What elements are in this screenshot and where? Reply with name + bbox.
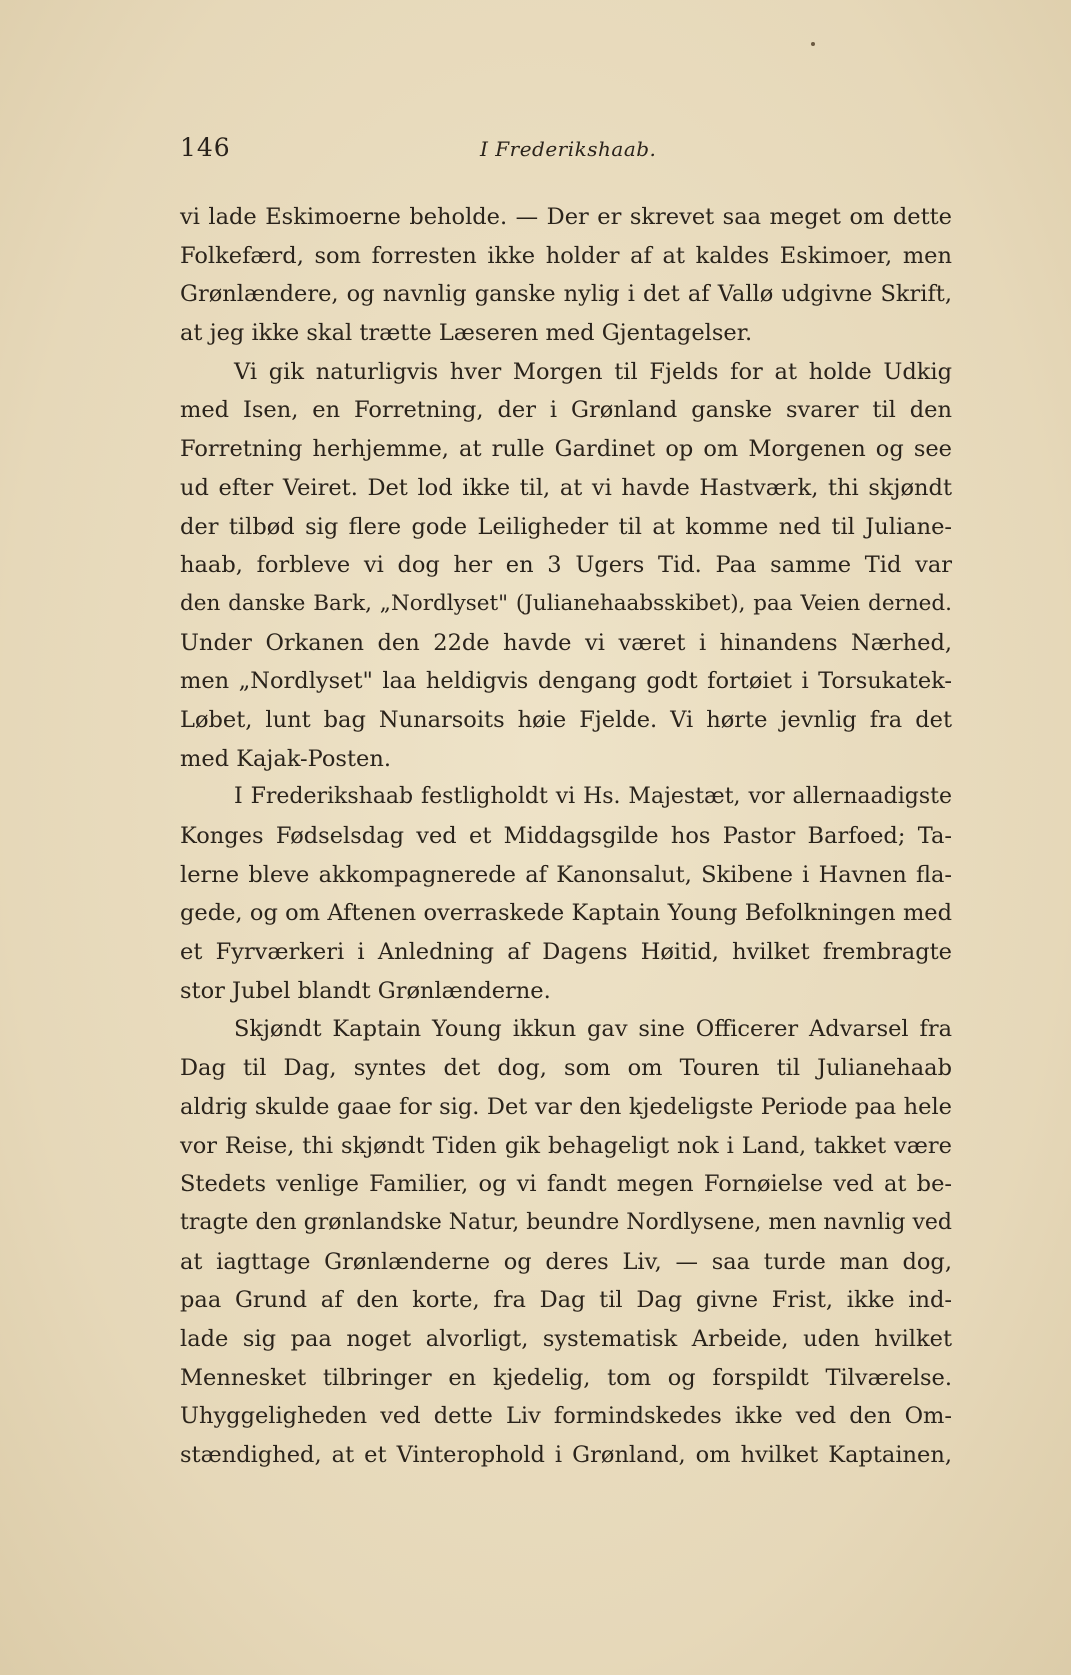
text-line: Vi gik naturligvis hver Morgen til Fjelds for at holde Udkig [234,358,952,385]
text-line: I Frederikshaab festligholdt vi Hs. Majestæt, vor allernaadigste [234,784,952,810]
text-line: lerne bleve akkompagnerede af Kanonsalut, Skibene i Havnen fla- [180,861,952,888]
text-line: vor Reise, thi skjøndt Tiden gik behageligt nok i Land, takket være [180,1132,952,1159]
text-line: ud efter Veiret. Det lod ikke til, at vi havde Hastværk, thi skjøndt [180,474,952,501]
page-number: 146 [180,133,231,162]
page-header [180,133,952,173]
text-line: et Fyrværkeri i Anledning af Dagens Høitid, hvilket frembragte [180,939,952,966]
text-line: Stedets venlige Familier, og vi fandt megen Fornøielse ved at be- [180,1171,952,1198]
text-line: Dag til Dag, syntes det dog, som om Touren til Julianehaab [180,1055,952,1082]
text-line: Konges Fødselsdag ved et Middagsgilde hos Pastor Barfoed; Ta- [180,823,952,849]
text-line: der tilbød sig flere gode Leiligheder til at komme ned til Juliane- [180,513,952,540]
text-line: lade sig paa noget alvorligt, systematisk Arbeide, uden hvilket [180,1325,952,1352]
text-line: haab, forbleve vi dog her en 3 Ugers Tid. Paa samme Tid var [180,552,952,579]
text-line: Uhyggeligheden ved dette Liv formindskedes ikke ved den Om- [180,1403,952,1430]
text-line: Under Orkanen den 22de havde vi været i hinandens Nærhed, [180,629,952,656]
text-line: med Isen, en Forretning, der i Grønland ganske svarer til den [180,397,952,424]
text-line: Skjøndt Kaptain Young ikkun gav sine Officerer Advarsel fra [234,1016,952,1043]
text-line: stor Jubel blandt Grønlænderne. [180,977,551,1004]
text-line: Grønlændere, og navnlig ganske nylig i det af Vallø udgivne Skrift, [180,281,952,308]
text-line: at iagttage Grønlænderne og deres Liv, — saa turde man dog, [180,1248,952,1275]
text-line: den danske Bark, „Nordlyset" (Julianehaabsskibet), paa Veien derned. [180,590,952,616]
text-line: men „Nordlyset" laa heldigvis dengang godt fortøiet i Torsukatek- [180,668,952,695]
text-line: at jeg ikke skal trætte Læseren med Gjentagelser. [180,320,753,347]
text-line: Mennesket tilbringer en kjedelig, tom og forspildt Tilværelse. [180,1364,952,1391]
text-line: vi lade Eskimoerne beholde. — Der er skrevet saa meget om dette [180,204,952,230]
text-line: Løbet, lunt bag Nunarsoits høie Fjelde. Vi hørte jevnlig fra det [180,706,952,733]
body-text [180,198,952,1475]
running-head: I Frederikshaab. [480,137,657,161]
text-line: aldrig skulde gaae for sig. Det var den kjedeligste Periode paa hele [180,1093,952,1120]
ink-speck [811,42,815,46]
text-line: Folkefærd, som forresten ikke holder af at kaldes Eskimoer, men [180,242,952,269]
text-line: tragte den grønlandske Natur, beundre Nordlysene, men navnlig ved [180,1209,952,1235]
text-line: med Kajak-Posten. [180,745,391,772]
text-line: paa Grund af den korte, fra Dag til Dag givne Frist, ikke ind- [180,1287,952,1314]
text-line: stændighed, at et Vinterophold i Grønland, om hvilket Kaptainen, [180,1442,952,1468]
text-line: gede, og om Aftenen overraskede Kaptain Young Befolkningen med [180,900,952,927]
text-line: Forretning herhjemme, at rulle Gardinet op om Morgenen og see [180,436,952,463]
